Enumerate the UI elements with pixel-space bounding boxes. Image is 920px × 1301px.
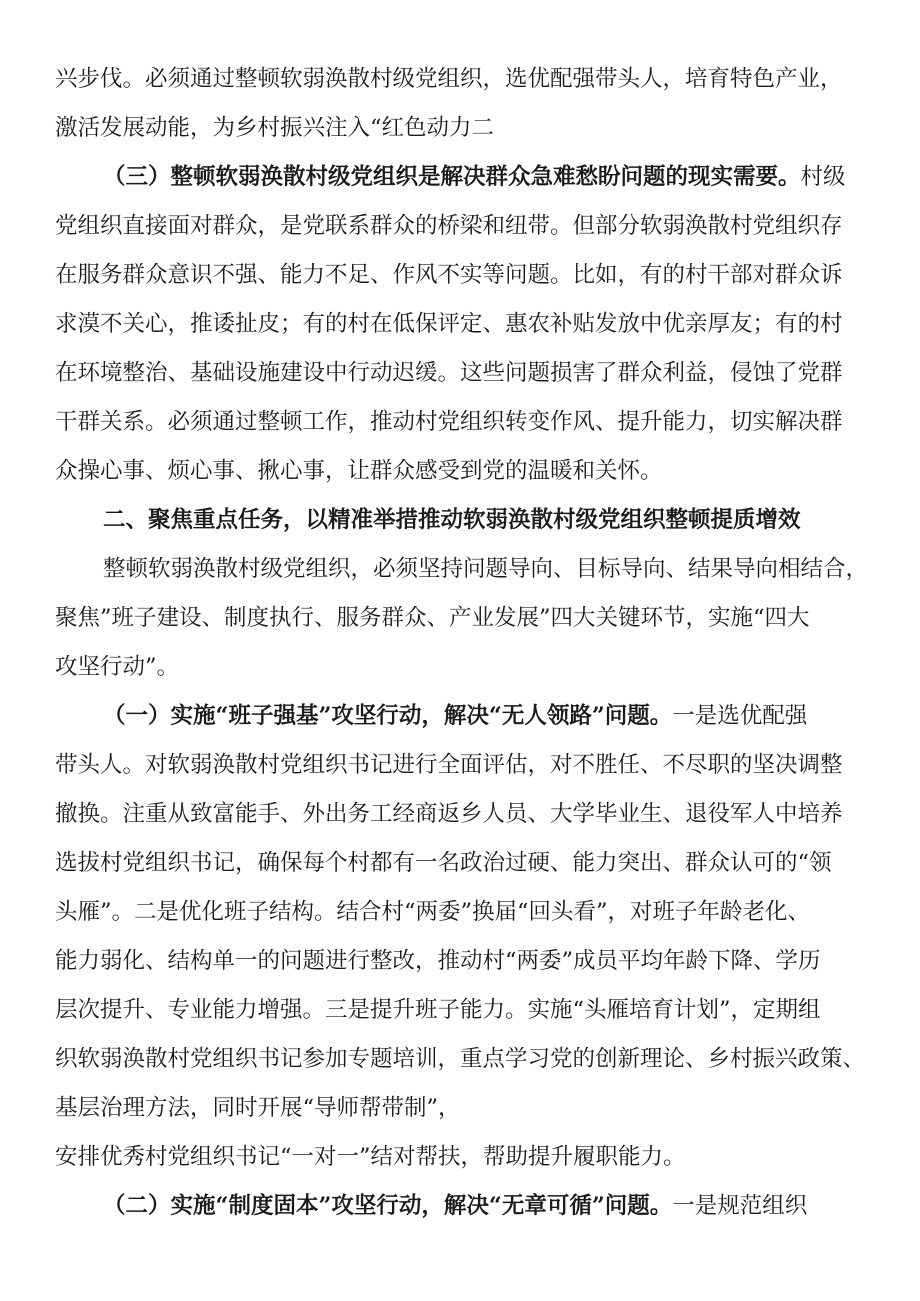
subsection-heading-2	[103, 1182, 807, 1230]
section-heading-2	[103, 496, 801, 544]
line-text: 攻坚行动”。	[55, 654, 180, 680]
body-line	[55, 251, 843, 299]
line-text: 带头人。对软弱涣散村党组织书记进行全面评估，对不胜任、不尽职的坚决调整	[55, 752, 843, 778]
body-line	[55, 398, 843, 446]
line-text: 激活发展动能，为乡村振兴注入“红色动力二	[55, 115, 495, 141]
body-line	[55, 839, 832, 887]
line-text: 干群关系。必须通过整顿工作，推动村党组织转变作风、提升能力，切实解决群	[55, 409, 843, 435]
body-line	[55, 1084, 461, 1132]
subsection-heading-1	[103, 692, 807, 740]
line-text: 一是选优配强	[672, 703, 808, 729]
line-text: 众操心事、烦心事、揪心事，让群众感受到党的温暖和关怀。	[55, 458, 663, 484]
line-text: 在服务群众意识不强、能力不足、作风不实等问题。比如，有的村干部对群众诉	[55, 262, 843, 288]
heading-text: （三）整顿软弱涣散村级党组织是解决群众急难愁盼问题的现实需要。	[103, 164, 801, 190]
heading-text: （一）实施“班子强基”攻坚行动，解决“无人领路”问题。	[103, 703, 673, 729]
heading-text: （二）实施“制度固本”攻坚行动，解决“无章可循”问题。	[103, 1193, 673, 1219]
line-text: 安排优秀村党组织书记“一对一”结对帮扶，帮助提升履职能力。	[55, 1144, 686, 1170]
line-text: 织软弱涣散村党组织书记参加专题培训，重点学习党的创新理论、乡村振兴政策、	[55, 1046, 866, 1072]
line-text: 层次提升、专业能力增强。三是提升班子能力。实施“头雁培育计划”，定期组	[55, 997, 821, 1023]
line-text: 选拔村党组织书记，确保每个村都有一名政治过硬、能力突出、群众认可的“领	[55, 850, 832, 876]
line-text: 村级	[800, 164, 846, 190]
body-line	[55, 888, 810, 936]
body-line	[55, 104, 494, 152]
line-text: 求漠不关心，推诿扯皮；有的村在低保评定、惠农补贴发放中优亲厚友；有的村	[55, 311, 843, 337]
body-line	[55, 790, 843, 838]
body-line	[55, 643, 179, 691]
line-text: 基层治理方法，同时开展“导师帮带制”，	[55, 1095, 461, 1121]
line-text: 在环境整治、基础设施建设中行动迟缓。这些问题损害了群众利益，侵蚀了党群	[55, 360, 843, 386]
body-line	[55, 300, 843, 348]
subsection-heading-3	[103, 153, 846, 201]
body-line	[55, 937, 821, 985]
heading-text: 二、聚焦重点任务，以精准举措推动软弱涣散村级党组织整顿提质增效	[103, 507, 801, 533]
line-text: 兴步伐。必须通过整顿软弱涣散村级党组织，选优配强带头人，培育特色产业，	[55, 66, 843, 92]
body-line	[55, 55, 843, 103]
line-text: 头雁”。二是优化班子结构。结合村“两委”换届“回头看”，对班子年龄老化、	[55, 899, 811, 925]
line-text: 一是规范组织	[672, 1193, 808, 1219]
line-text: 聚焦”班子建设、制度执行、服务群众、产业发展”四大关键环节，实施“四大	[55, 605, 810, 631]
body-line	[55, 1035, 865, 1083]
body-line	[55, 594, 810, 642]
line-text: 整顿软弱涣散村级党组织，必须坚持问题导向、目标导向、结果导向相结合，	[103, 556, 869, 582]
body-line	[103, 545, 868, 593]
body-line	[55, 1133, 686, 1181]
line-text: 撤换。注重从致富能手、外出务工经商返乡人员、大学毕业生、退役军人中培养	[55, 801, 843, 827]
line-text: 能力弱化、结构单一的问题进行整改，推动村“两委”成员平均年龄下降、学历	[55, 948, 821, 974]
body-line	[55, 986, 821, 1034]
line-text: 党组织直接面对群众，是党联系群众的桥梁和纽带。但部分软弱涣散村党组织存	[55, 213, 843, 239]
body-line	[55, 349, 843, 397]
body-line	[55, 741, 843, 789]
body-line	[55, 447, 663, 495]
body-line	[55, 202, 843, 250]
